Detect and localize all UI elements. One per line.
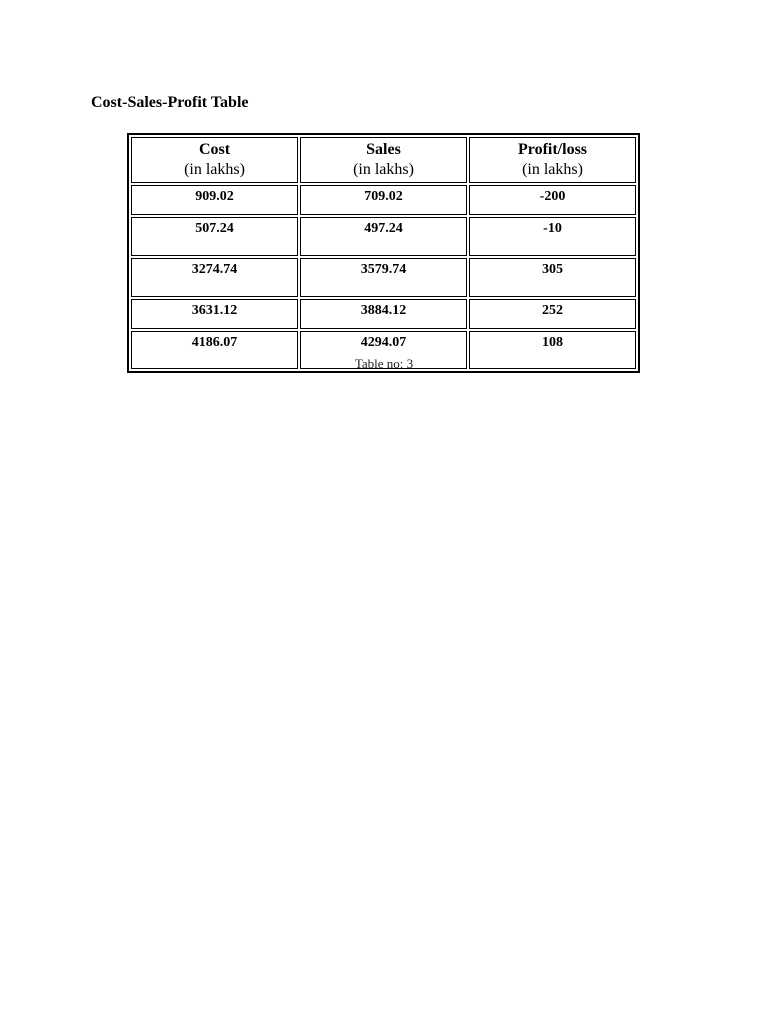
page-title: Cost-Sales-Profit Table <box>91 94 249 111</box>
profit-loss-cell: 252 <box>469 299 636 329</box>
table-header-row <box>131 137 636 183</box>
table-row <box>131 299 636 329</box>
column-header-unit: (in lakhs) <box>353 161 414 178</box>
column-header-unit: (in lakhs) <box>184 161 245 178</box>
table-row <box>131 217 636 256</box>
column-header-unit: (in lakhs) <box>522 161 583 178</box>
column-header-label: Profit/loss <box>517 141 588 158</box>
table-row <box>131 258 636 297</box>
column-header-label: Sales <box>366 141 401 158</box>
profit-loss-cell: -200 <box>469 185 636 215</box>
column-header-cost <box>131 137 298 183</box>
cost-cell: 4186.07 <box>131 331 298 369</box>
table-container <box>127 133 640 373</box>
sales-cell: 709.02 <box>300 185 467 215</box>
column-header-label: Cost <box>198 141 231 158</box>
sales-cell: 3884.12 <box>300 299 467 329</box>
sales-cell: 4294.07 <box>300 331 467 369</box>
sales-cell: 3579.74 <box>300 258 467 297</box>
profit-loss-cell: 305 <box>469 258 636 297</box>
profit-loss-cell: 108 <box>469 331 636 369</box>
column-header-sales <box>300 137 467 183</box>
column-header-profit-loss <box>469 137 636 183</box>
table-caption: Table no: 3 <box>354 356 414 371</box>
cost-cell: 3631.12 <box>131 299 298 329</box>
table-row <box>131 185 636 215</box>
cost-sales-profit-table <box>127 133 640 373</box>
cost-cell: 3274.74 <box>131 258 298 297</box>
profit-loss-cell: -10 <box>469 217 636 256</box>
cost-cell: 909.02 <box>131 185 298 215</box>
cost-cell: 507.24 <box>131 217 298 256</box>
sales-cell: 497.24 <box>300 217 467 256</box>
